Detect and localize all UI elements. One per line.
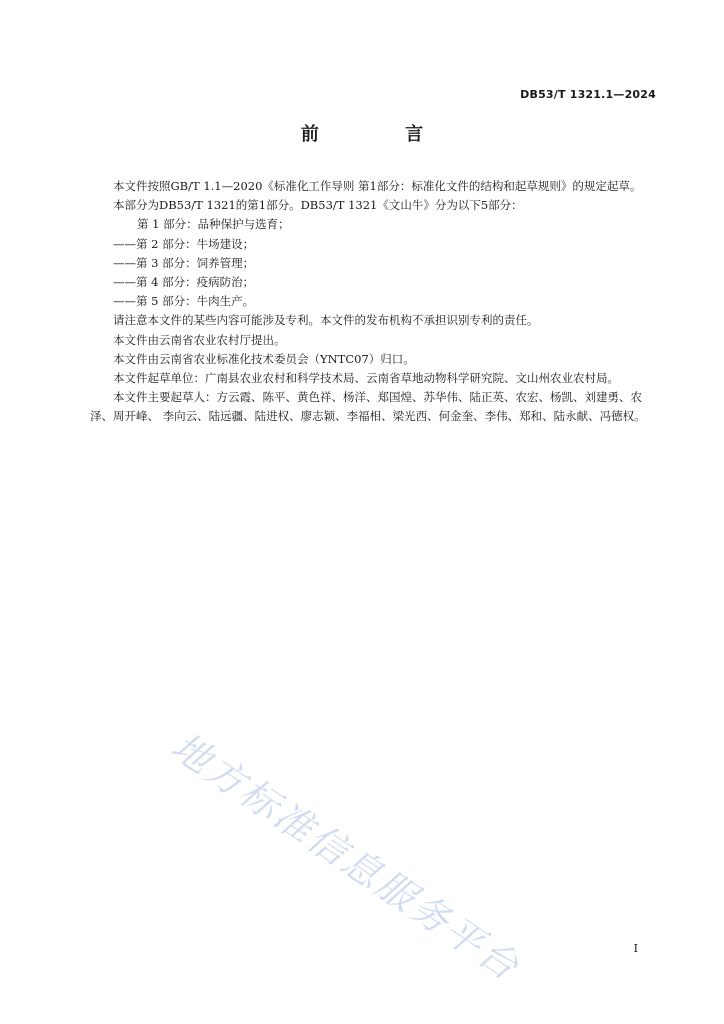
paragraph-proposer: 本文件由云南省农业农村厅提出。 [113,332,286,347]
part-item-3: ——第 3 部分：饲养管理； [113,255,255,270]
paragraph-drafting-rules: 本文件按照GB/T 1.1—2020《标准化工作导则 第1部分：标准化文件的结构和起草规则》的规定起草。 [113,179,642,193]
part-item-2: ——第 2 部分：牛场建设； [113,236,255,251]
page-number: I [633,942,638,955]
part-item-1: 第 1 部分：品种保护与选育； [137,217,290,232]
part-item-5: ——第 5 部分：牛肉生产。 [113,294,255,309]
paragraph-patent-notice: 请注意本文件的某些内容可能涉及专利。本文件的发布机构不承担识别专利的责任。 [113,313,539,328]
document-code: DB53/T 1321.1—2024 [520,88,656,101]
page-title: 前 言 [300,124,464,145]
paragraph-committee: 本文件由云南省农业标准化技术委员会（YNTC07）归口。 [113,351,415,366]
watermark-text: 地方标准信息服务平台 [163,724,529,990]
foreword-body [90,177,656,427]
paragraph-drafting-units: 本文件起草单位：广南县农业农村和科学技术局、云南省草地动物科学研究院、文山州农业农村局。 [113,371,619,386]
part-item-4: ——第 4 部分：疫病防治； [113,275,255,290]
paragraph-parts-intro: 本部分为DB53/T 1321的第1部分。DB53/T 1321《文山牛》分为以下5部分： [113,198,523,213]
paragraph-drafters: 本文件主要起草人：方云霞、陈平、黄色祥、杨洋、郑国煌、苏华伟、陆正英、农宏、杨凯、刘建勇、农泽、周开峰、 李向云、陆远疆、陆进权、廖志颖、李福相、梁光西、何金奎、李伟、郑和、陆永献、冯德权。 [90,390,646,424]
